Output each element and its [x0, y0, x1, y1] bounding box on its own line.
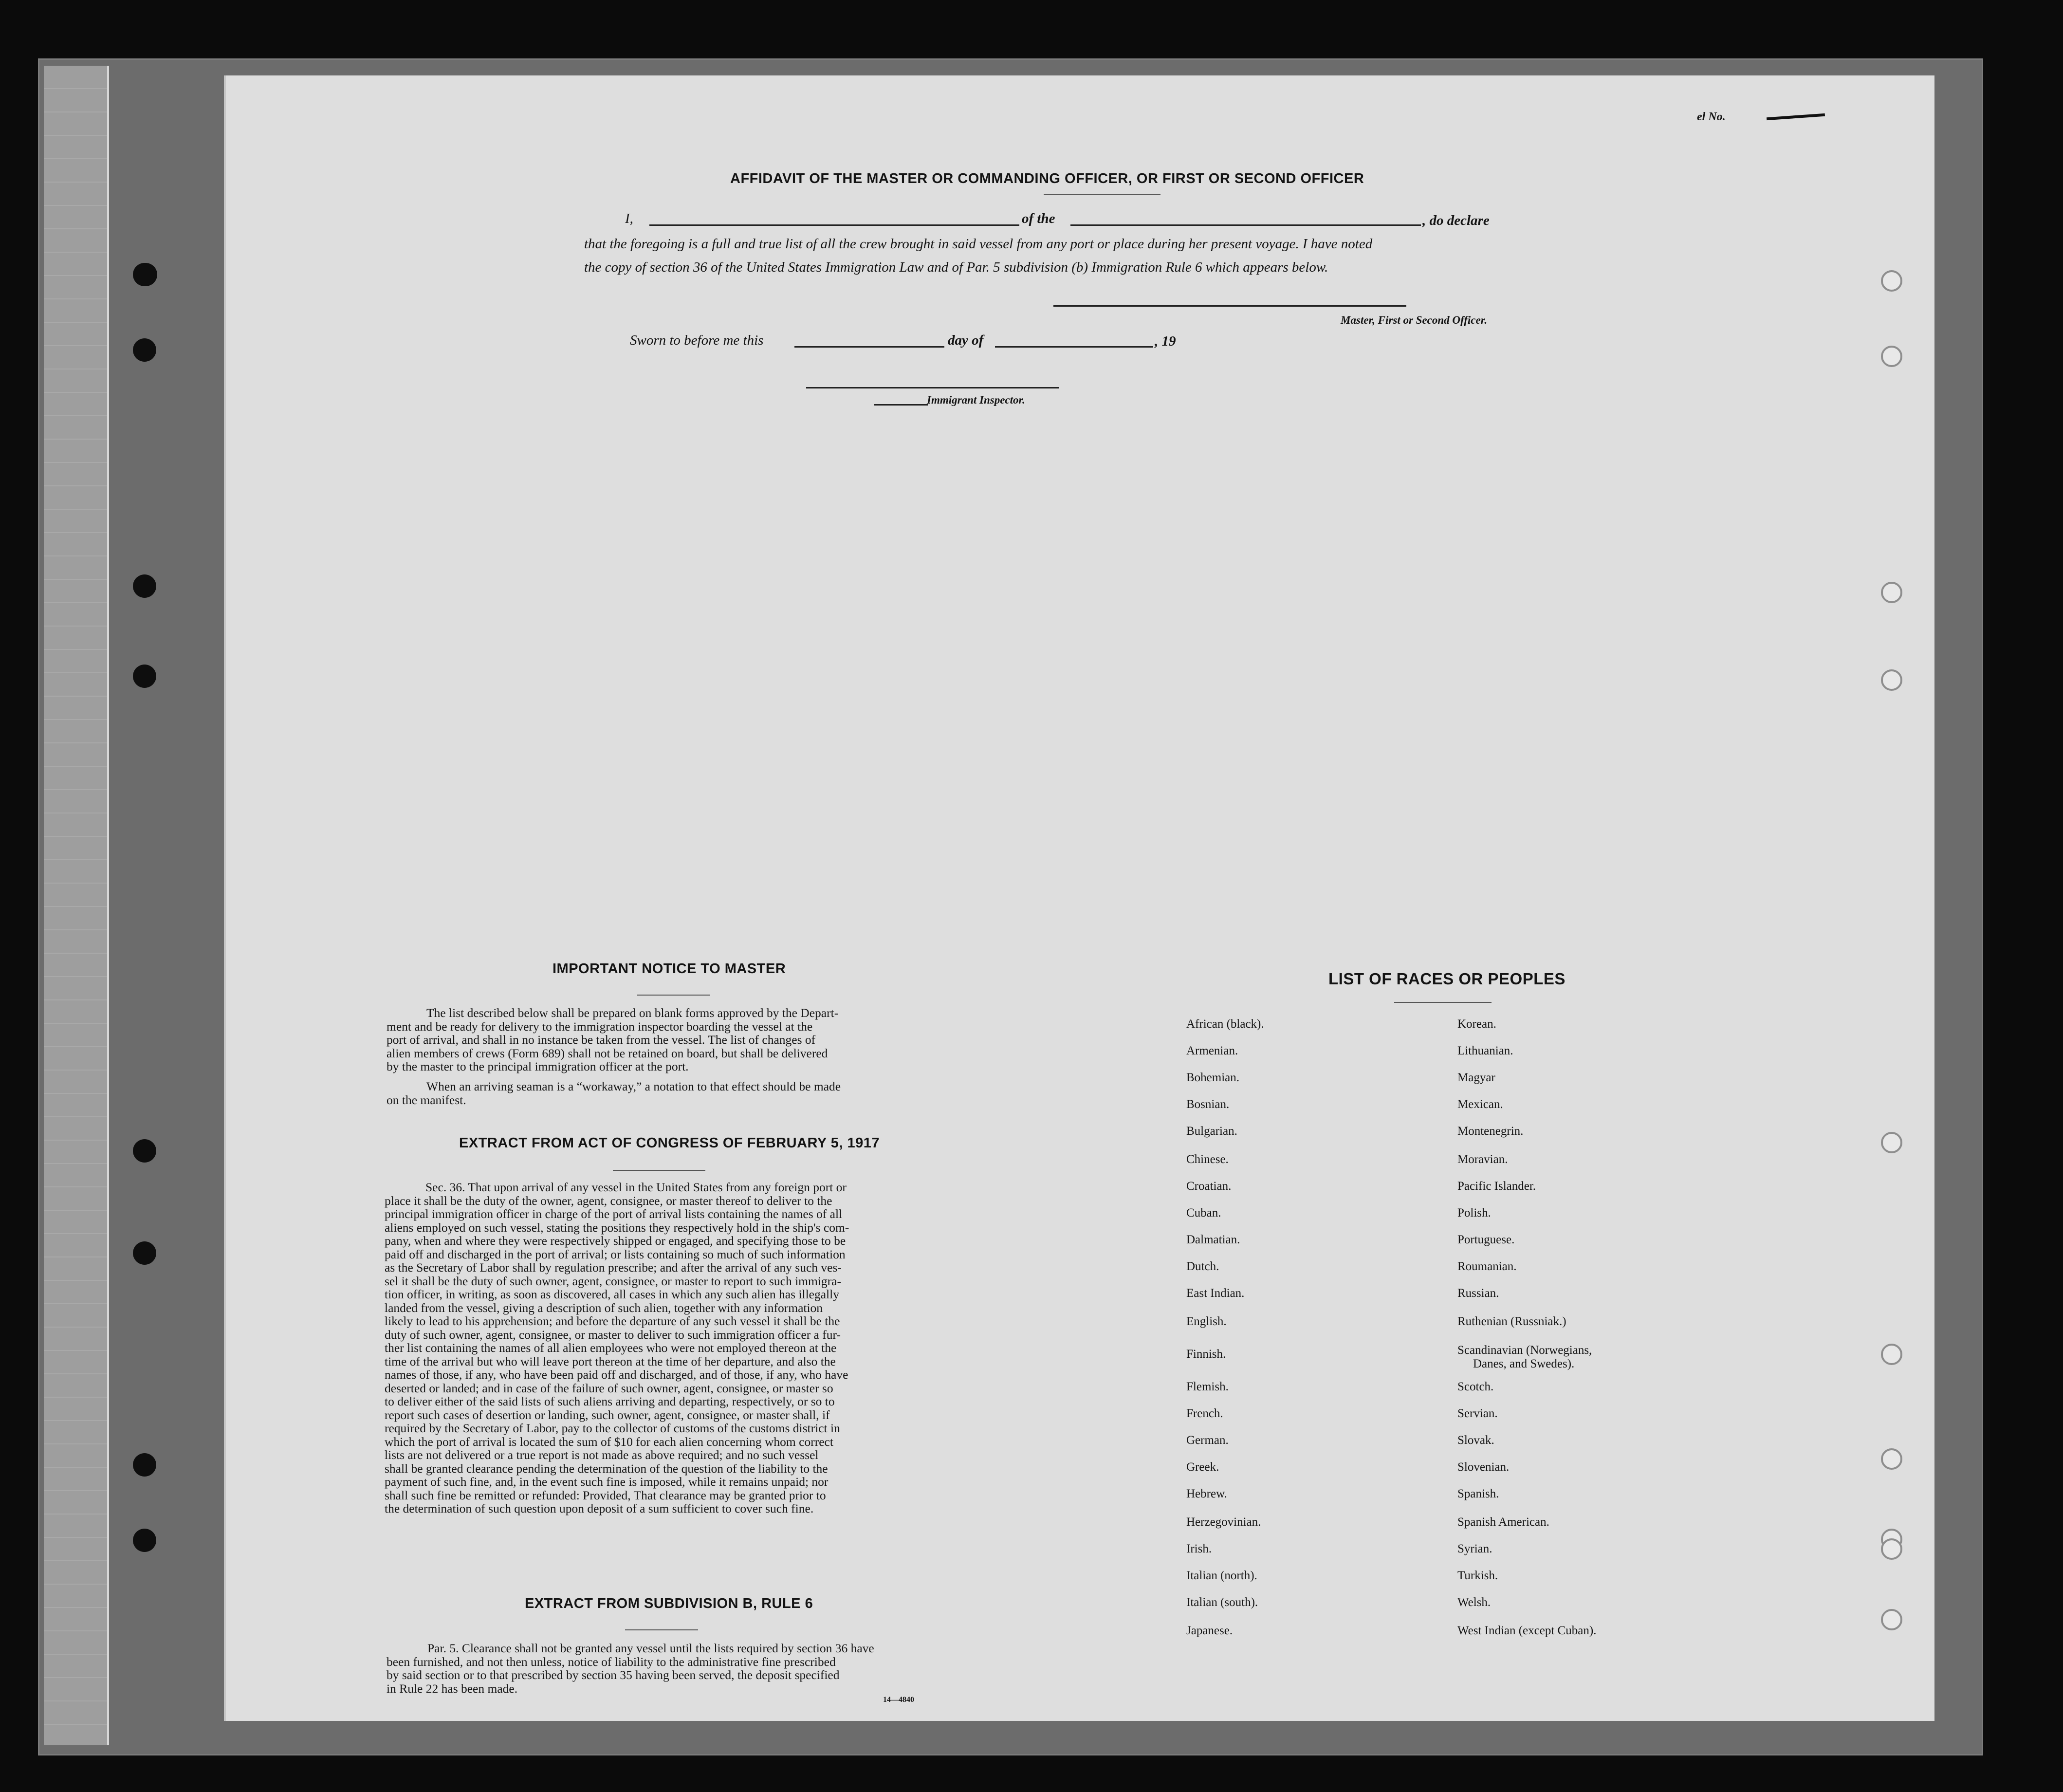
ring-hole [1881, 1344, 1902, 1365]
race-item-welsh: Welsh. [1457, 1596, 1491, 1609]
race-item-japanese: Japanese. [1186, 1624, 1233, 1637]
affidavit-line-2: that the foregoing is a full and true list of all the crew brought in said vessel from any port or place during her present voyage. I have noted [584, 236, 1373, 252]
par-5-text: Par. 5. Clearance shall not be granted any vessel until the lists required by section 36 have been furnished, and not then unless, notice of liability to the administrative fine prescribed by said section or to that prescribed by section 35 having been served, the deposit specified in Rule 22 has been made. [387, 1641, 874, 1696]
race-item-korean: Korean. [1457, 1017, 1496, 1031]
race-item-moravian: Moravian. [1457, 1153, 1508, 1166]
ring-hole [1881, 1448, 1902, 1470]
race-item-pacific-islander: Pacific Islander. [1457, 1180, 1536, 1193]
race-item-east-indian: East Indian. [1186, 1287, 1245, 1300]
race-item-polish: Polish. [1457, 1206, 1491, 1219]
race-item-portuguese: Portuguese. [1457, 1233, 1515, 1246]
sworn-month-blank [995, 346, 1153, 348]
race-item-spanish-american: Spanish American. [1457, 1515, 1549, 1529]
race-item-russian: Russian. [1457, 1287, 1499, 1300]
inspector-line [806, 387, 1059, 388]
ring-hole [1881, 270, 1902, 292]
race-item-dalmatian: Dalmatian. [1186, 1233, 1240, 1246]
inspector-label: Immigrant Inspector. [927, 394, 1025, 406]
race-item-dutch: Dutch. [1186, 1260, 1219, 1273]
corner-mark [1767, 113, 1825, 120]
race-item-slovak: Slovak. [1457, 1434, 1494, 1447]
name-blank [649, 224, 1019, 226]
races-heading: LIST OF RACES OR PEOPLES [1328, 970, 1566, 988]
race-item-slovenian: Slovenian. [1457, 1460, 1510, 1474]
ring-hole [1881, 669, 1902, 691]
races-rule [1394, 1002, 1492, 1003]
form-number: 14—4840 [883, 1696, 914, 1704]
race-item-croatian: Croatian. [1186, 1180, 1232, 1193]
section-36-text: Sec. 36. That upon arrival of any vessel in the United States from any foreign port or place it shall be the duty of the owner, agent, consignee, or master thereof to deliver to the principal immigration officer in charge of the port of arrival lists containing the names of all aliens employed on such vessel, stating the positions they respectively hold in the ship's com- pany, when and where they were respectively shipped or engaged, and specifying those to be paid off and discharged in the port of arrival; or lists containing so much of such information as the Secretary of Labor shall by regulation prescribe; and after the arrival of any such ves- sel it shall be the duty of such owner, agent, consignee, or master to report to such immigra- tion officer, in writing, as soon as discovered, all cases in which any such alien has illegally landed from the vessel, giving a description of such alien, together with any information likely to lead to his apprehension; and before the departure of any such vessel it shall be the duty of such owner, agent, consignee, or master to deliver to such immigration officer a fur- ther list containing the names of all alien employees who were not employed thereon at the time of the arrival but who will leave port thereon at the time of her departure, and also the names of those, if any, who have been paid off and discharged, and of those, if any, who have deserted or landed; and in case of the failure of such owner, agent, consignee, or master so to deliver either of the said lists of such aliens arriving and departing, respectively, or so to report such cases of desertion or landing, such owner, agent, consignee, or master shall, if required by the Secretary of Labor, pay to the collector of customs of the customs district in which the port of arrival is located the sum of $10 for each alien concerning whom correct lists are not delivered or a true report is not made as above required; and no such vessel shall be granted clearance pending the determination of the question of the liability to the payment of such fine, and, in the event such fine is imposed, while it remains unpaid; nor shall such fine be remitted or refunded: Provided, That clearance may be granted prior to the determination of such question upon deposit of a sum sufficient to cover such fine. [385, 1180, 849, 1515]
race-item-scandinavian-norwegians: Scandinavian (Norwegians, [1457, 1344, 1592, 1357]
heading-rule [1044, 194, 1160, 195]
affidavit-heading: AFFIDAVIT OF THE MASTER OR COMMANDING OFFICER, OR FIRST OR SECOND OFFICER [730, 171, 1364, 186]
ring-hole [1881, 346, 1902, 367]
sworn-day-blank [794, 346, 944, 348]
race-item-hebrew: Hebrew. [1186, 1487, 1227, 1500]
day-of-text: day of [948, 333, 984, 348]
punch-hole [133, 1529, 156, 1552]
punch-hole [133, 1139, 156, 1163]
race-item-italian-north: Italian (north). [1186, 1569, 1257, 1582]
notice-rule [637, 995, 710, 996]
race-item-syrian: Syrian. [1457, 1542, 1492, 1555]
race-item-mexican: Mexican. [1457, 1098, 1503, 1111]
signature-line [1053, 305, 1406, 307]
punch-hole [133, 574, 156, 598]
race-item-irish: Irish. [1186, 1542, 1212, 1555]
ring-hole [1881, 1132, 1902, 1153]
race-item-spanish: Spanish. [1457, 1487, 1499, 1500]
punch-hole [133, 1453, 156, 1477]
act-rule [613, 1170, 705, 1171]
ring-hole [1881, 1538, 1902, 1560]
year-prefix: , 19 [1155, 333, 1176, 349]
binder-strip [44, 66, 109, 1745]
race-item-lithuanian: Lithuanian. [1457, 1044, 1513, 1057]
race-item-bohemian: Bohemian. [1186, 1071, 1240, 1084]
sworn-text: Sworn to before me this [630, 333, 764, 348]
race-item-flemish: Flemish. [1186, 1380, 1229, 1393]
punch-hole [133, 338, 156, 362]
race-item-greek: Greek. [1186, 1460, 1219, 1474]
affidavit-do-declare: , do declare [1422, 213, 1490, 228]
affidavit-of-the: of the [1022, 211, 1055, 226]
notice-heading: IMPORTANT NOTICE TO MASTER [553, 961, 786, 977]
rule-heading: EXTRACT FROM SUBDIVISION B, RULE 6 [525, 1596, 813, 1611]
act-heading: EXTRACT FROM ACT OF CONGRESS OF FEBRUARY 5, 1917 [459, 1135, 880, 1151]
race-item-italian-south: Italian (south). [1186, 1596, 1258, 1609]
rule-rule [625, 1629, 698, 1630]
race-item-bulgarian: Bulgarian. [1186, 1125, 1237, 1138]
race-item-bosnian: Bosnian. [1186, 1098, 1230, 1111]
corner-label: el No. [1697, 111, 1726, 123]
race-item-cuban: Cuban. [1186, 1206, 1221, 1219]
race-item-servian: Servian. [1457, 1407, 1498, 1420]
race-item-danes-and-swedes: Danes, and Swedes). [1473, 1357, 1575, 1370]
punch-hole [133, 263, 156, 286]
ring-hole [1881, 582, 1902, 603]
inspector-line-short [874, 404, 928, 406]
notice-paragraph-2: When an arriving seaman is a “workaway,” a notation to that effect should be made on the manifest. [387, 1079, 841, 1107]
race-item-african-black: African (black). [1186, 1017, 1264, 1031]
ring-hole [1881, 1609, 1902, 1630]
signature-label: Master, First or Second Officer. [1341, 314, 1488, 326]
manifest-page [224, 75, 1934, 1721]
affidavit-line-3: the copy of section 36 of the United States Immigration Law and of Par. 5 subdivision (b) Immigration Rule 6 which appears below. [584, 259, 1328, 275]
race-item-roumanian: Roumanian. [1457, 1260, 1517, 1273]
race-item-ruthenian-russniak: Ruthenian (Russniak.) [1457, 1315, 1566, 1328]
race-item-montenegrin: Montenegrin. [1457, 1125, 1524, 1138]
race-item-chinese: Chinese. [1186, 1153, 1229, 1166]
punch-hole [133, 665, 156, 688]
race-item-french: French. [1186, 1407, 1223, 1420]
race-item-west-indian-except-cuban: West Indian (except Cuban). [1457, 1624, 1597, 1637]
race-item-english: English. [1186, 1315, 1227, 1328]
race-item-finnish: Finnish. [1186, 1348, 1226, 1361]
race-item-herzegovinian: Herzegovinian. [1186, 1515, 1261, 1529]
punch-hole [133, 1241, 156, 1265]
race-item-magyar: Magyar [1457, 1071, 1495, 1084]
affidavit-i: I, [625, 211, 633, 226]
race-item-scotch: Scotch. [1457, 1380, 1494, 1393]
race-item-armenian: Armenian. [1186, 1044, 1238, 1057]
vessel-blank [1070, 224, 1421, 226]
race-item-turkish: Turkish. [1457, 1569, 1498, 1582]
notice-paragraph-1: The list described below shall be prepared on blank forms approved by the Depart- ment and be ready for delivery to the immigration inspector boarding the vessel at the port of arrival, and shall in no instance be taken from the vessel. The list of changes of alien members of crews (Form 689) shall not be retained on board, but shall be delivered by the master to the principal immigration officer at the port. [387, 1006, 839, 1073]
race-item-german: German. [1186, 1434, 1229, 1447]
